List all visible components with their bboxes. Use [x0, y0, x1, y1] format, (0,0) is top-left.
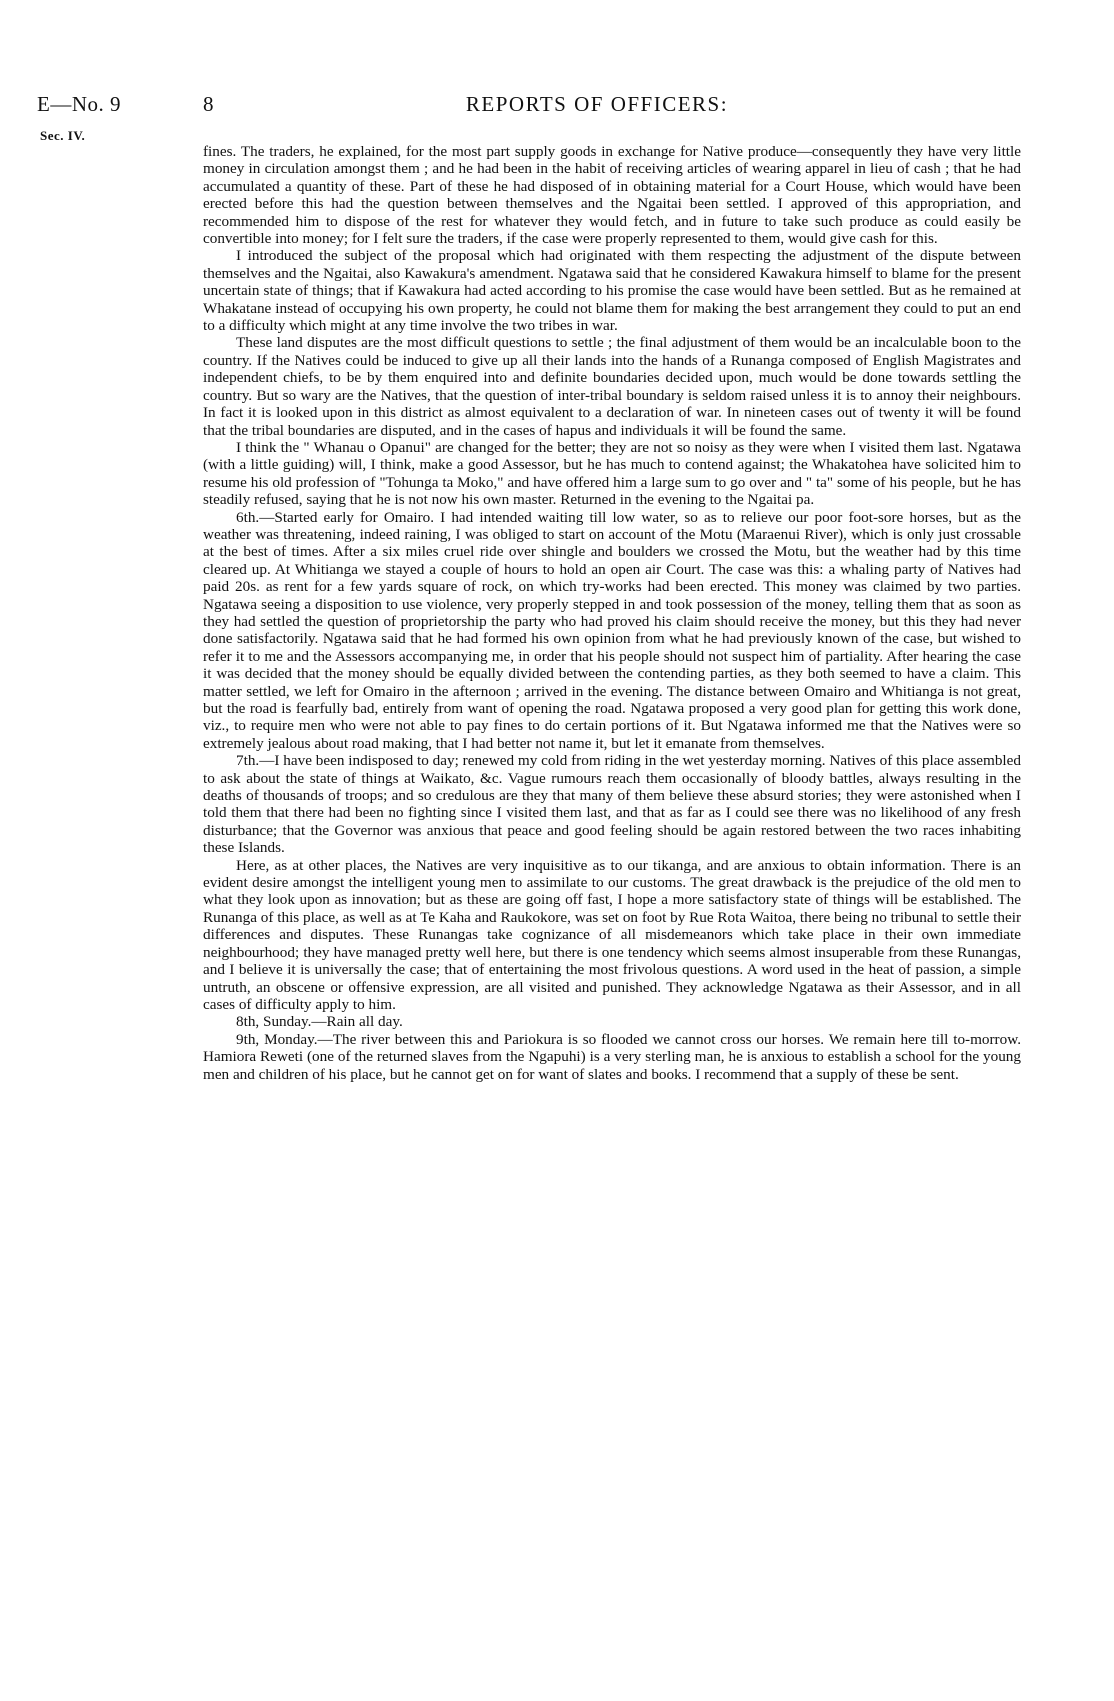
paragraph: 9th, Monday.—The river between this and Pariokura is so flooded we cannot cross our horses. We remain here till to-morrow. Hamiora Reweti (one of the returned slaves from the Ngapuhi) is a very sterling man, he is anxious to establish a school for the young men and children of his place, but he cannot get on for want of slates and books. I recommend that a supply of these be sent.	[203, 1030, 1021, 1083]
body-text	[203, 143, 1021, 1083]
paragraph: 6th.—Started early for Omairo. I had intended waiting till low water, so as to relieve our poor foot-sore horses, but as the weather was threatening, indeed raining, I was obliged to start on account of the Motu (Maraenui River), which is only just crossable at the best of times. After a six miles cruel ride over shingle and boulders we crossed the Motu, but the weather had by this time cleared up. At Whitianga we stayed a couple of hours to hold an open air Court. The case was this: a whaling party of Natives had paid 20s. as rent for a few yards square of rock, on which try-works had been erected. This money was claimed by two parties. Ngatawa seeing a disposition to use violence, very properly stepped in and took possession of the money, telling them that as soon as they had settled the question of proprietorship the party who had proved his claim should receive the money, but this they had never done satisfactorily. Ngatawa said that he had formed his own opinion from what he had previously known of the case, but wished to refer it to me and the Assessors accompanying me, in order that his people should not suspect him of partiality. After hearing the case it was decided that the money should be equally divided between the contending parties, as they both seemed to have a claim. This matter settled, we left for Omairo in the afternoon ; arrived in the evening. The distance between Omairo and Whitianga is not great, but the road is fearfully bad, entirely from want of opening the road. Ngatawa proposed a very good plan for getting this work done, viz., to require men who were not able to pay fines to do certain portions of it. But Ngatawa informed me that the Natives were so extremely jealous about road making, that I had better not name it, but let it emanate from themselves.	[203, 508, 1021, 752]
document-reference: E—No. 9	[37, 92, 121, 116]
section-label: Sec. IV.	[40, 128, 86, 143]
paragraph: I think the " Whanau o Opanui" are changed for the better; they are not so noisy as they were when I visited them last. Ngatawa (with a little guiding) will, I think, make a good Assessor, but he has much to contend against; the Whakatohea have solicited him to resume his old profession of "Tohunga ta Moko," and have offered him a large sum to go over and " ta" some of his people, but he has steadily refused, saying that he is not now his own master. Returned in the evening to the Ngaitai pa.	[203, 438, 1021, 509]
paragraph: I introduced the subject of the proposal which had originated with them respecting the adjustment of the dispute between themselves and the Ngaitai, also Kawakura's amendment. Ngatawa said that he considered Kawakura himself to blame for the present uncertain state of things; that if Kawakura had acted according to his promise the case would have been settled. But as he remained at Whakatane instead of occupying his own property, he could not blame them for making the best arrangement they could to put an end to a difficulty which might at any time involve the two tribes in war.	[203, 247, 1021, 335]
page-number: 8	[203, 92, 214, 116]
paragraph: 8th, Sunday.—Rain all day.	[236, 1013, 403, 1031]
paragraph: 7th.—I have been indisposed to day; renewed my cold from riding in the wet yesterday morning. Natives of this place assembled to ask about the state of things at Waikato, &c. Vague rumours reach them occasionally of bloody battles, always resulting in the deaths of thousands of troops; and so credulous are they that many of them believe these absurd stories; they were astonished when I told them that there had been no fighting since I visited them last, and that as far as I could see there was no likelihood of any fresh disturbance; that the Governor was anxious that peace and good feeling should be again restored between the two races inhabiting these Islands.	[203, 752, 1021, 857]
paragraph: Here, as at other places, the Natives are very inquisitive as to our tikanga, and are anxious to obtain information. There is an evident desire amongst the intelligent young men to assimilate to our customs. The great drawback is the prejudice of the old men to what they look upon as innovation; but as these are going off fast, I hope a more satisfactory state of things will be established. The Runanga of this place, as well as at Te Kaha and Raukokore, was set on foot by Rue Rota Waitoa, there being no tribunal to settle their differences and disputes. These Runangas take cognizance of all misdemeanors which take place in their own immediate neighbourhood; they have managed pretty well here, but there is one tendency which seems almost insuperable from these Runangas, and I believe it is universally the case; that of entertaining the most frivolous questions. A word used in the heat of passion, a simple untruth, an obscene or offensive expression, are all visited and punished. They acknowledge Ngatawa as their Assessor, and in all cases of difficulty apply to him.	[203, 856, 1021, 1013]
paragraph: These land disputes are the most difficult questions to settle ; the final adjustment of them would be an incalculable boon to the country. If the Natives could be induced to give up all their lands into the hands of a Runanga composed of English Magistrates and independent chiefs, to be by them enquired into and definite boundaries decided upon, much would be done towards settling the country. But so wary are the Natives, that the question of inter-tribal boundary is seldom raised unless it is to annoy their neighbours. In fact it is looked upon in this district as almost equivalent to a declaration of war. In nineteen cases out of twenty it will be found that the tribal boundaries are disputed, and in the cases of hapus and individuals it will be found the same.	[203, 334, 1021, 439]
running-title: REPORTS OF OFFICERS:	[465, 92, 729, 116]
paragraph: fines. The traders, he explained, for the most part supply goods in exchange for Native produce—consequently they have very little money in circulation amongst them ; and he had been in the habit of receiving articles of wearing apparel in lieu of cash ; that he had accumulated a quantity of these. Part of these he had disposed of in obtaining material for a Court House, which would have been erected before this had the question between themselves and the Ngaitai been settled. I approved of this appropriation, and recommended him to dispose of the rest for whatever they would fetch, and in future to take such produce as could easily be convertible into money; for I felt sure the traders, if the case were properly represented to them, would give cash for this.	[203, 143, 1021, 248]
